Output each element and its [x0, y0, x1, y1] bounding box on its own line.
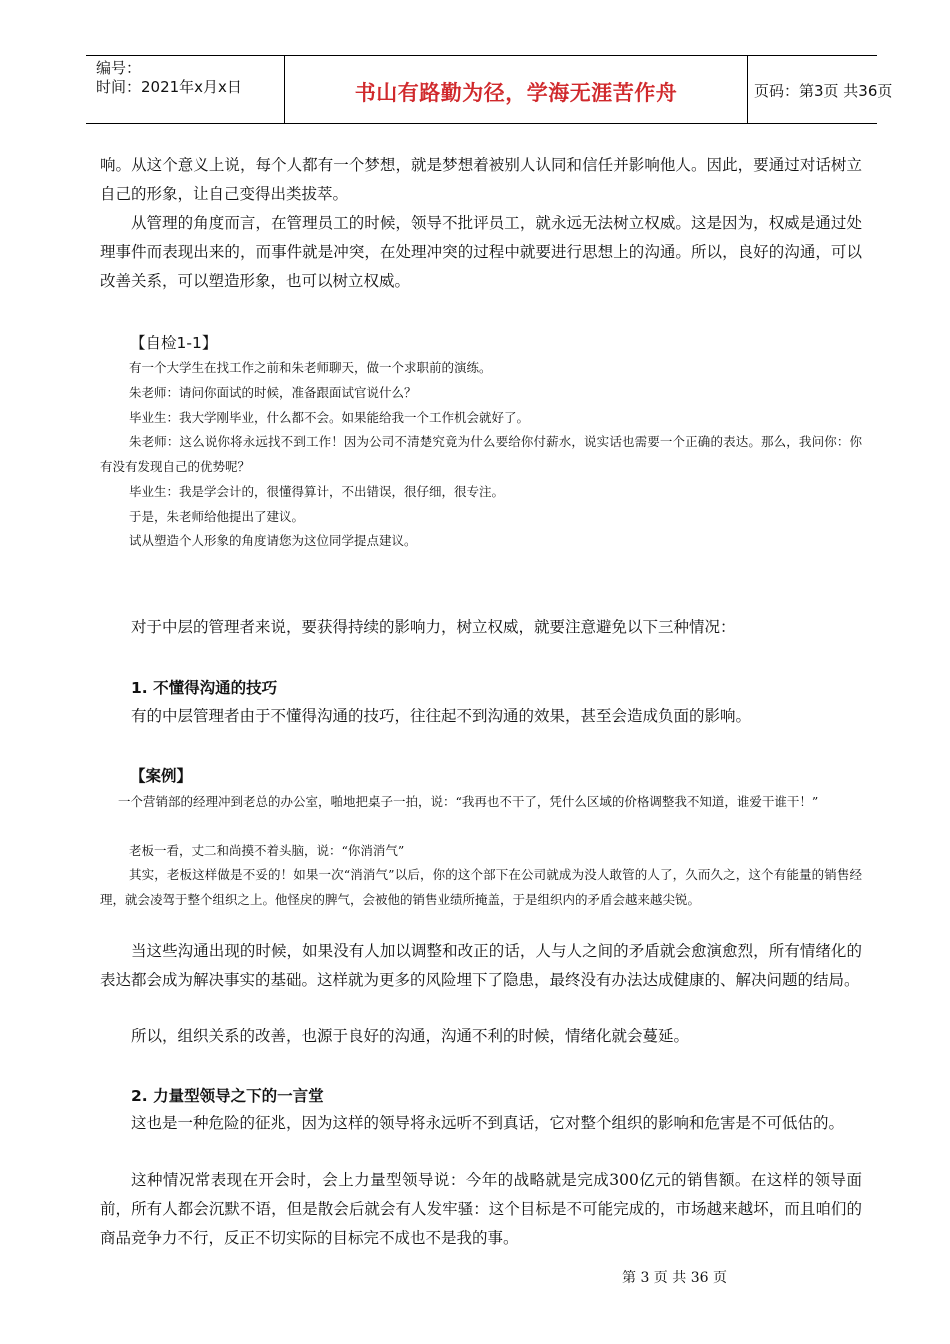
paragraph-1: 响。从这个意义上说，每个人都有一个梦想，就是梦想着被别人认同和信任并影响他人。因此，要通过对话树立自己的形象，让自己变得出类拔萃。 — [100, 156, 862, 203]
case-line-2: 老板一看，丈二和尚摸不着头脑，说：“你消消气” — [129, 843, 405, 858]
selfcheck-line-1: 有一个大学生在找工作之前和朱老师聊天，做一个求职前的演练。 — [129, 360, 492, 375]
case-line-1: 一个营销部的经理冲到老总的办公室，啪地把桌子一拍，说：“我再也不干了，凭什么区域的价格调整我不知道，谁爱干谁干！” — [118, 794, 819, 809]
selfcheck-line-3: 毕业生：我大学刚毕业，什么都不会。如果能给我一个工作机会就好了。 — [129, 410, 530, 425]
selfcheck-question: 试从塑造个人形象的角度请您为这位同学提点建议。 — [129, 533, 417, 548]
section-heading-1: 1. 不懂得沟通的技巧 — [131, 679, 278, 697]
paragraph-7: 这也是一种危险的征兆，因为这样的领导将永远听不到真话，它对整个组织的影响和危害是不可低估的。 — [131, 1114, 845, 1132]
paragraph-4: 有的中层管理者由于不懂得沟通的技巧，往往起不到沟通的效果，甚至会造成负面的影响。 — [131, 707, 752, 725]
selfcheck-tag: 【自检1-1】 — [130, 334, 218, 352]
section-heading-2: 2. 力量型领导之下的一言堂 — [131, 1087, 324, 1105]
header-motto: 书山有路勤为径，学海无涯苦作舟 — [354, 81, 678, 105]
header-table — [86, 55, 893, 124]
footer-page-number: 第 3 页 共 36 页 — [622, 1270, 727, 1286]
selfcheck-line-4: 朱老师：这么说你将永远找不到工作！因为公司不清楚究竟为什么要给你付薪水，说实话也需要一个正确的表达。那么，我问你：你有没有发现自己的优势呢？ — [100, 434, 862, 474]
document-number-label: 编号： — [96, 59, 142, 77]
header-page-number: 页码：第3页 共36页 — [754, 82, 893, 100]
header-motto-cell — [284, 56, 748, 123]
case-line-3: 其实，老板这样做是不妥的！如果一次“消消气”以后，你的这个部下在公司就成为没人敢管的人了，久而久之，这个有能量的销售经理，就会凌驾于整个组织之上。他怪戾的脾气，会被他的销售业绩所掩盖，于是组织内的矛盾会越来越尖锐。 — [100, 867, 862, 907]
selfcheck-line-6: 于是，朱老师给他提出了建议。 — [129, 509, 305, 524]
document-date-label: 时间：2021年x月x日 — [96, 78, 242, 96]
selfcheck-line-5: 毕业生：我是学会计的，很懂得算计，不出错误，很仔细，很专注。 — [129, 484, 505, 499]
header-meta-cell — [86, 56, 284, 123]
paragraph-3: 对于中层的管理者来说，要获得持续的影响力，树立权威，就要注意避免以下三种情况： — [131, 618, 736, 636]
paragraph-5: 当这些沟通出现的时候，如果没有人加以调整和改正的话，人与人之间的矛盾就会愈演愈烈，所有情绪化的表达都会成为解决事实的基础。这样就为更多的风险埋下了隐患，最终没有办法达成健康的、解决问题的结局。 — [100, 942, 862, 989]
paragraph-2: 从管理的角度而言，在管理员工的时候，领导不批评员工，就永远无法树立权威。这是因为，权威是通过处理事件而表现出来的，而事件就是冲突，在处理冲突的过程中就要进行思想上的沟通。所以，良好的沟通，可以改善关系，可以塑造形象，也可以树立权威。 — [100, 214, 862, 290]
case-tag: 【案例】 — [130, 767, 193, 785]
paragraph-6: 所以，组织关系的改善，也源于良好的沟通，沟通不利的时候，情绪化就会蔓延。 — [131, 1027, 690, 1045]
paragraph-8: 这种情况常表现在开会时，会上力量型领导说：今年的战略就是完成300亿元的销售额。在这样的领导面前，所有人都会沉默不语，但是散会后就会有人发牢骚：这个目标是不可能完成的，市场越来越坏，而且咱们的商品竞争力不行，反正不切实际的目标完不成也不是我的事。 — [100, 1171, 862, 1247]
header-page-cell — [746, 56, 893, 123]
selfcheck-line-2: 朱老师：请问你面试的时候，准备跟面试官说什么？ — [129, 385, 417, 400]
